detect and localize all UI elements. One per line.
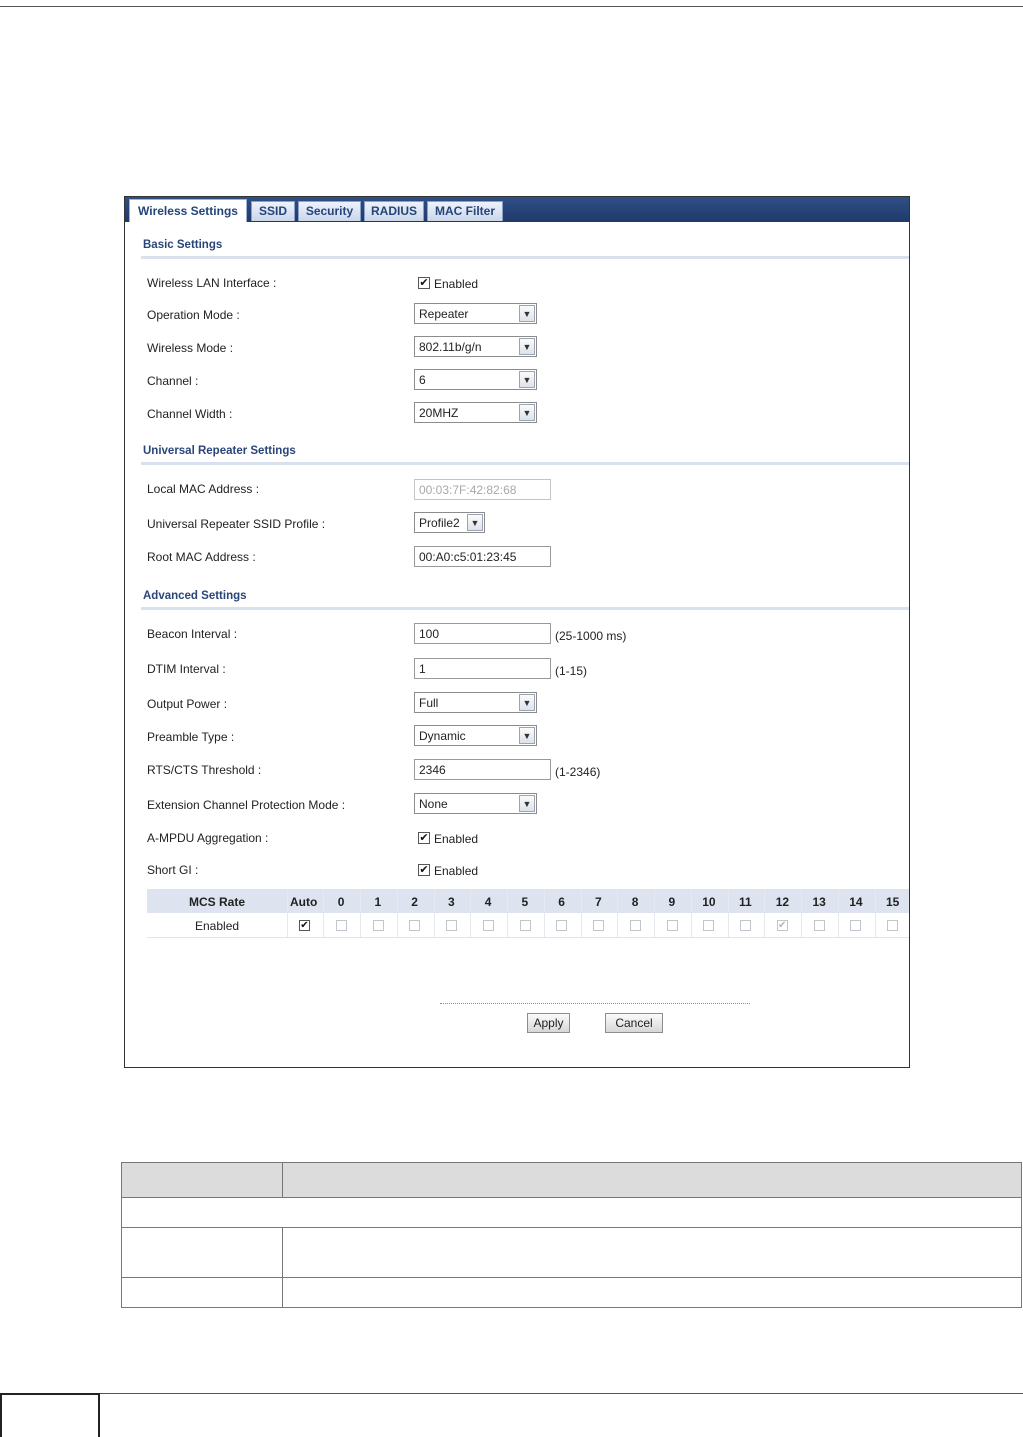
table-row xyxy=(121,1198,1022,1228)
section-title-basic: Basic Settings xyxy=(143,239,223,251)
preamble-type-label: Preamble Type : xyxy=(147,730,235,744)
mcs-3-checkbox[interactable] xyxy=(446,920,457,931)
mcs-12-checkbox[interactable] xyxy=(777,920,788,931)
table-row xyxy=(121,1228,1022,1278)
mcs-column-header: 8 xyxy=(631,895,639,909)
mcs-column-header: 6 xyxy=(558,895,565,909)
wireless-mode-select[interactable] xyxy=(414,336,537,357)
wireless-mode-label: Wireless Mode : xyxy=(147,341,234,355)
local-mac-label: Local MAC Address : xyxy=(147,482,260,496)
mcs-column-header: 0 xyxy=(337,895,345,909)
dtim-interval-label: DTIM Interval : xyxy=(147,662,226,676)
mcs-9-checkbox[interactable] xyxy=(667,920,678,931)
mcs-column-header: 4 xyxy=(484,895,492,909)
mcs-5-checkbox[interactable] xyxy=(520,920,531,931)
chevron-down-icon: ▼ xyxy=(519,795,535,812)
beacon-interval-label: Beacon Interval : xyxy=(147,627,238,641)
local-mac-field: 00:03:7F:42:82:68 xyxy=(414,479,551,500)
mcs-7-checkbox[interactable] xyxy=(593,920,604,931)
beacon-interval-hint: (25-1000 ms) xyxy=(555,629,627,643)
mcs-column-divider xyxy=(323,889,324,937)
chevron-down-icon: ▼ xyxy=(519,727,535,744)
mcs-column-header: 5 xyxy=(521,895,529,909)
short-gi-label: Short GI : xyxy=(147,863,199,877)
page-header-rule xyxy=(0,6,1023,7)
cancel-button[interactable]: Cancel xyxy=(605,1013,663,1033)
section-divider xyxy=(141,607,909,610)
mcs-2-checkbox[interactable] xyxy=(409,920,420,931)
mcs-column-header: 13 xyxy=(812,895,826,909)
mcs-column-divider xyxy=(801,889,802,937)
check-mark-icon: ✔ xyxy=(419,832,429,844)
mcs-rate-header: MCS Rate xyxy=(189,895,246,909)
mcs-column-header: 15 xyxy=(886,895,900,909)
root-mac-label: Root MAC Address : xyxy=(147,550,256,564)
chevron-down-icon: ▼ xyxy=(519,371,535,388)
ampdu-enabled-label: Enabled xyxy=(434,832,479,846)
mcs-column-divider xyxy=(470,889,471,937)
mcs-column-divider xyxy=(875,889,876,937)
ampdu-enabled-checkbox[interactable] xyxy=(418,832,430,844)
table-row xyxy=(121,1278,1022,1308)
operation-mode-value: Repeater xyxy=(419,307,469,321)
output-power-value: Full xyxy=(419,696,439,710)
channel-width-label: Channel Width : xyxy=(147,407,233,421)
preamble-type-select[interactable] xyxy=(414,725,537,746)
table-header-row xyxy=(121,1162,1022,1198)
chevron-down-icon: ▼ xyxy=(467,514,483,531)
output-power-select[interactable] xyxy=(414,692,537,713)
mcs-column-header: 7 xyxy=(595,895,602,909)
mcs-column-header: 1 xyxy=(374,895,382,909)
mcs-column-header: 11 xyxy=(739,895,752,909)
chevron-down-icon: ▼ xyxy=(519,338,535,355)
section-divider xyxy=(141,462,909,465)
rts-cts-field[interactable]: 2346 xyxy=(414,759,551,780)
chevron-down-icon: ▼ xyxy=(519,694,535,711)
section-title-repeater: Universal Repeater Settings xyxy=(143,445,296,457)
channel-width-value: 20MHZ xyxy=(419,406,459,420)
rts-cts-hint: (1-2346) xyxy=(555,765,601,779)
mcs-8-checkbox[interactable] xyxy=(630,920,641,931)
mcs-column-divider xyxy=(397,889,398,937)
mcs-column-divider xyxy=(691,889,692,937)
short-gi-enabled-checkbox[interactable] xyxy=(418,864,430,876)
mcs-auto-checkbox[interactable] xyxy=(299,920,310,931)
apply-button[interactable]: Apply xyxy=(527,1013,570,1033)
section-title-advanced: Advanced Settings xyxy=(143,590,247,602)
mcs-column-divider xyxy=(544,889,545,937)
channel-label: Channel : xyxy=(147,374,199,388)
ampdu-label: A-MPDU Aggregation : xyxy=(147,831,269,845)
check-mark-icon: ✔ xyxy=(419,277,429,289)
root-mac-field[interactable]: 00:A0:c5:01:23:45 xyxy=(414,546,551,567)
mcs-column-header: 10 xyxy=(702,895,716,909)
section-divider xyxy=(141,256,909,259)
ssid-profile-label: Universal Repeater SSID Profile : xyxy=(147,517,326,531)
mcs-column-divider xyxy=(838,889,839,937)
wireless-mode-value: 802.11b/g/n xyxy=(419,340,482,354)
ext-channel-protection-value: None xyxy=(419,797,448,811)
mcs-14-checkbox[interactable] xyxy=(850,920,861,931)
tab-wireless-settings[interactable]: Wireless Settings xyxy=(129,199,247,222)
field-description-table xyxy=(121,1162,1022,1308)
channel-value: 6 xyxy=(419,373,426,387)
ext-channel-protection-label: Extension Channel Protection Mode : xyxy=(147,798,346,812)
tab-radius[interactable]: RADIUS xyxy=(364,201,424,221)
mcs-enabled-label: Enabled xyxy=(195,919,240,933)
mcs-column-divider xyxy=(507,889,508,937)
mcs-column-header: 14 xyxy=(849,895,863,909)
wlan-enabled-label: Enabled xyxy=(434,277,479,291)
mcs-column-divider xyxy=(764,889,765,937)
check-mark-icon: ✔ xyxy=(300,920,309,931)
mcs-6-checkbox[interactable] xyxy=(556,920,567,931)
dtim-interval-field[interactable]: 1 xyxy=(414,658,551,679)
preamble-type-value: Dynamic xyxy=(419,729,466,743)
mcs-13-checkbox[interactable] xyxy=(814,920,825,931)
tab-mac-filter[interactable]: MAC Filter xyxy=(427,201,503,221)
output-power-label: Output Power : xyxy=(147,697,228,711)
tab-bar xyxy=(125,197,909,222)
mcs-column-divider xyxy=(654,889,655,937)
operation-mode-label: Operation Mode : xyxy=(147,308,240,322)
page-number-box xyxy=(0,1393,100,1437)
mcs-column-divider xyxy=(728,889,729,937)
table-column-divider xyxy=(282,1162,283,1198)
ssid-profile-select[interactable] xyxy=(414,512,485,533)
mcs-column-header: 9 xyxy=(668,895,676,909)
wlan-interface-label: Wireless LAN Interface : xyxy=(147,276,277,290)
tab-security[interactable]: Security xyxy=(298,201,361,221)
rts-cts-label: RTS/CTS Threshold : xyxy=(147,763,262,777)
ssid-profile-value: Profile2 xyxy=(419,516,460,530)
ext-channel-protection-select[interactable] xyxy=(414,793,537,814)
channel-width-select[interactable] xyxy=(414,402,537,423)
mcs-column-divider xyxy=(434,889,435,937)
mcs-15-checkbox[interactable] xyxy=(887,920,898,931)
mcs-column-divider xyxy=(617,889,618,937)
operation-mode-select[interactable] xyxy=(414,303,537,324)
beacon-interval-field[interactable]: 100 xyxy=(414,623,551,644)
mcs-column-header: 12 xyxy=(775,895,790,909)
check-mark-icon: ✔ xyxy=(778,920,787,931)
mcs-column-divider xyxy=(360,889,361,937)
mcs-0-checkbox[interactable] xyxy=(336,920,347,931)
mcs-10-checkbox[interactable] xyxy=(703,920,714,931)
short-gi-enabled-label: Enabled xyxy=(434,864,479,878)
mcs-1-checkbox[interactable] xyxy=(373,920,384,931)
mcs-column-header: 3 xyxy=(448,895,455,909)
page-footer-rule xyxy=(100,1393,1023,1394)
mcs-4-checkbox[interactable] xyxy=(483,920,494,931)
table-column-divider xyxy=(282,1228,283,1308)
wlan-enabled-checkbox[interactable] xyxy=(418,277,430,289)
mcs-column-divider xyxy=(581,889,582,937)
mcs-column-header: 2 xyxy=(411,895,418,909)
chevron-down-icon: ▼ xyxy=(519,305,535,322)
mcs-column-header: Auto xyxy=(290,895,318,909)
mcs-11-checkbox[interactable] xyxy=(740,920,751,931)
tab-ssid[interactable]: SSID xyxy=(251,201,295,221)
wireless-settings-panel xyxy=(124,196,910,1068)
check-mark-icon: ✔ xyxy=(419,864,429,876)
channel-select[interactable] xyxy=(414,369,537,390)
dtim-interval-hint: (1-15) xyxy=(555,664,588,678)
mcs-column-divider xyxy=(287,889,288,937)
chevron-down-icon: ▼ xyxy=(519,404,535,421)
button-divider xyxy=(440,1003,750,1004)
